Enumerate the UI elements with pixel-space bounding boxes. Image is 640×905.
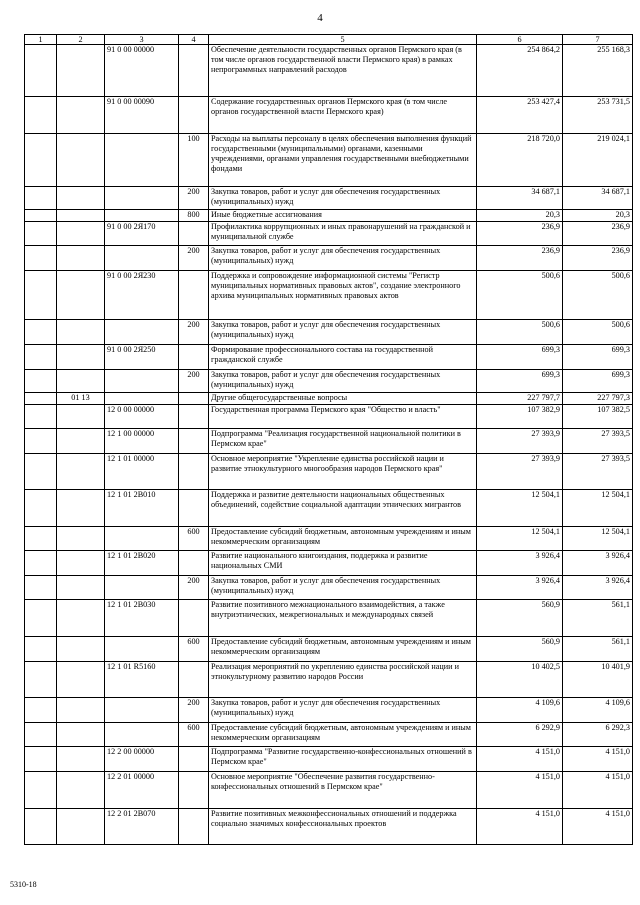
cell-col-7: 561,1: [563, 637, 633, 662]
cell-col-1: [25, 246, 57, 271]
cell-col-5: Обеспечение деятельности государственных органов Пермского края (в том числе органов государственной власти Пермского края) в рамках непрограммных направлений расходов: [209, 45, 477, 97]
table-row: [25, 662, 633, 698]
cell-col-6: 27 393,9: [477, 429, 563, 454]
table-row: [25, 490, 633, 527]
cell-col-4: [179, 393, 209, 405]
cell-col-5: Развитие национального книгоиздания, поддержка и развитие национальных СМИ: [209, 551, 477, 576]
cell-col-1: [25, 527, 57, 551]
cell-col-7: 227 797,3: [563, 393, 633, 405]
column-header-row: [25, 35, 633, 45]
cell-col-6: 699,3: [477, 370, 563, 393]
cell-col-3: [105, 210, 179, 222]
cell-col-5: Подпрограмма "Реализация государственной национальной политики в Пермском крае": [209, 429, 477, 454]
cell-col-2: [57, 454, 105, 490]
cell-col-4: [179, 747, 209, 772]
cell-col-6: 4 151,0: [477, 772, 563, 809]
cell-col-2: [57, 345, 105, 370]
cell-col-7: 10 401,9: [563, 662, 633, 698]
cell-col-6: 12 504,1: [477, 527, 563, 551]
cell-col-3: [105, 698, 179, 723]
table-row: [25, 698, 633, 723]
cell-col-3: [105, 637, 179, 662]
cell-col-6: 699,3: [477, 345, 563, 370]
cell-col-1: [25, 370, 57, 393]
cell-col-7: 3 926,4: [563, 551, 633, 576]
cell-col-2: [57, 222, 105, 246]
cell-col-2: [57, 723, 105, 747]
cell-col-1: [25, 662, 57, 698]
table-row: [25, 222, 633, 246]
table-row: [25, 429, 633, 454]
table-row: [25, 370, 633, 393]
cell-col-1: [25, 747, 57, 772]
cell-col-5: Закупка товаров, работ и услуг для обеспечения государственных (муниципальных) нужд: [209, 370, 477, 393]
cell-col-1: [25, 454, 57, 490]
column-header-6: 6: [477, 35, 563, 45]
cell-col-4: [179, 429, 209, 454]
table-row: [25, 97, 633, 134]
cell-col-5: Закупка товаров, работ и услуг для обеспечения государственных (муниципальных) нужд: [209, 246, 477, 271]
cell-col-7: 236,9: [563, 222, 633, 246]
page-number: 4: [317, 12, 323, 24]
cell-col-3: [105, 134, 179, 187]
table-row: [25, 246, 633, 271]
cell-col-4: 200: [179, 370, 209, 393]
cell-col-6: 236,9: [477, 222, 563, 246]
cell-col-4: 200: [179, 187, 209, 210]
cell-col-7: 12 504,1: [563, 527, 633, 551]
cell-col-1: [25, 393, 57, 405]
cell-col-2: [57, 551, 105, 576]
cell-col-6: 254 864,2: [477, 45, 563, 97]
cell-col-4: 600: [179, 527, 209, 551]
cell-col-2: [57, 490, 105, 527]
cell-col-3: [105, 576, 179, 600]
cell-col-4: [179, 454, 209, 490]
cell-col-1: [25, 271, 57, 320]
cell-col-2: [57, 45, 105, 97]
cell-col-6: 500,6: [477, 271, 563, 320]
table-row: [25, 527, 633, 551]
cell-col-2: [57, 809, 105, 845]
table-row: [25, 809, 633, 845]
cell-col-1: [25, 97, 57, 134]
cell-col-3: [105, 723, 179, 747]
cell-col-4: 600: [179, 637, 209, 662]
table-row: [25, 393, 633, 405]
cell-col-3: [105, 393, 179, 405]
cell-col-6: 10 402,5: [477, 662, 563, 698]
cell-col-4: 100: [179, 134, 209, 187]
table-row: [25, 271, 633, 320]
cell-col-4: [179, 772, 209, 809]
cell-col-1: [25, 210, 57, 222]
cell-col-2: [57, 429, 105, 454]
cell-col-5: Развитие позитивных межконфессиональных отношений и поддержка социально значимых конфессиональных проектов: [209, 809, 477, 845]
cell-col-6: 27 393,9: [477, 454, 563, 490]
cell-col-6: 20,3: [477, 210, 563, 222]
cell-col-6: 560,9: [477, 600, 563, 637]
table-row: [25, 747, 633, 772]
cell-col-1: [25, 45, 57, 97]
cell-col-6: 253 427,4: [477, 97, 563, 134]
cell-col-7: 27 393,5: [563, 429, 633, 454]
cell-col-5: Расходы на выплаты персоналу в целях обеспечения выполнения функций государственными (муниципальными) органами, казенными учреждениями, органами управления государственными внебюджетными фондами: [209, 134, 477, 187]
cell-col-7: 500,6: [563, 320, 633, 345]
cell-col-4: [179, 809, 209, 845]
cell-col-2: [57, 271, 105, 320]
cell-col-1: [25, 320, 57, 345]
column-header-5: 5: [209, 35, 477, 45]
cell-col-1: [25, 429, 57, 454]
cell-col-7: 699,3: [563, 345, 633, 370]
cell-col-2: [57, 210, 105, 222]
cell-col-3: 12 2 00 00000: [105, 747, 179, 772]
cell-col-3: 12 1 01 00000: [105, 454, 179, 490]
table-row: [25, 320, 633, 345]
cell-col-6: 560,9: [477, 637, 563, 662]
cell-col-4: [179, 97, 209, 134]
cell-col-2: [57, 134, 105, 187]
cell-col-1: [25, 576, 57, 600]
cell-col-6: 6 292,9: [477, 723, 563, 747]
cell-col-4: 200: [179, 320, 209, 345]
cell-col-2: [57, 246, 105, 271]
cell-col-7: 12 504,1: [563, 490, 633, 527]
table-row: [25, 405, 633, 429]
column-header-1: 1: [25, 35, 57, 45]
cell-col-6: 227 797,7: [477, 393, 563, 405]
document-code: 5310-18: [10, 880, 37, 889]
cell-col-3: 12 1 01 2В030: [105, 600, 179, 637]
cell-col-4: [179, 551, 209, 576]
cell-col-5: Поддержка и развитие деятельности национальных общественных объединений, содействие социальной адаптации этнических мигрантов: [209, 490, 477, 527]
cell-col-2: [57, 698, 105, 723]
cell-col-7: 34 687,1: [563, 187, 633, 210]
table-row: [25, 600, 633, 637]
cell-col-5: Предоставление субсидий бюджетным, автономным учреждениям и иным некоммерческим организациям: [209, 723, 477, 747]
cell-col-5: Закупка товаров, работ и услуг для обеспечения государственных (муниципальных) нужд: [209, 187, 477, 210]
cell-col-5: Подпрограмма "Развитие государственно-конфессиональных отношений в Пермском крае": [209, 747, 477, 772]
cell-col-1: [25, 698, 57, 723]
cell-col-1: [25, 222, 57, 246]
cell-col-3: [105, 527, 179, 551]
table-row: [25, 134, 633, 187]
cell-col-4: [179, 271, 209, 320]
cell-col-7: 699,3: [563, 370, 633, 393]
cell-col-2: [57, 370, 105, 393]
cell-col-1: [25, 772, 57, 809]
cell-col-4: 200: [179, 576, 209, 600]
cell-col-7: 4 109,6: [563, 698, 633, 723]
cell-col-5: Профилактика коррупционных и иных правонарушений на гражданской и муниципальной службе: [209, 222, 477, 246]
cell-col-4: 200: [179, 246, 209, 271]
cell-col-7: 6 292,3: [563, 723, 633, 747]
cell-col-3: 12 1 01 2В020: [105, 551, 179, 576]
cell-col-4: 600: [179, 723, 209, 747]
cell-col-3: 12 1 01 2В010: [105, 490, 179, 527]
cell-col-6: 4 109,6: [477, 698, 563, 723]
cell-col-3: 91 0 00 00000: [105, 45, 179, 97]
table-row: [25, 551, 633, 576]
column-header-2: 2: [57, 35, 105, 45]
cell-col-5: Формирование профессионального состава на государственной гражданской службе: [209, 345, 477, 370]
cell-col-3: [105, 246, 179, 271]
cell-col-1: [25, 723, 57, 747]
cell-col-2: [57, 97, 105, 134]
table-row: [25, 772, 633, 809]
cell-col-5: Другие общегосударственные вопросы: [209, 393, 477, 405]
cell-col-5: Закупка товаров, работ и услуг для обеспечения государственных (муниципальных) нужд: [209, 320, 477, 345]
cell-col-3: [105, 370, 179, 393]
cell-col-7: 236,9: [563, 246, 633, 271]
cell-col-3: 91 0 00 2Я250: [105, 345, 179, 370]
cell-col-5: Основное мероприятие "Обеспечение развития государственно-конфессиональных отношений в Пермском крае": [209, 772, 477, 809]
cell-col-2: [57, 600, 105, 637]
cell-col-5: Предоставление субсидий бюджетным, автономным учреждениям и иным некоммерческим организациям: [209, 637, 477, 662]
cell-col-3: 91 0 00 2Я170: [105, 222, 179, 246]
cell-col-2: [57, 637, 105, 662]
cell-col-3: 91 0 00 00090: [105, 97, 179, 134]
cell-col-4: [179, 662, 209, 698]
cell-col-4: [179, 345, 209, 370]
cell-col-5: Закупка товаров, работ и услуг для обеспечения государственных (муниципальных) нужд: [209, 576, 477, 600]
cell-col-6: 236,9: [477, 246, 563, 271]
cell-col-6: 218 720,0: [477, 134, 563, 187]
cell-col-1: [25, 551, 57, 576]
cell-col-3: 12 1 01 R5160: [105, 662, 179, 698]
cell-col-7: 4 151,0: [563, 772, 633, 809]
cell-col-7: 500,6: [563, 271, 633, 320]
cell-col-7: 4 151,0: [563, 747, 633, 772]
cell-col-5: Предоставление субсидий бюджетным, автономным учреждениям и иным некоммерческим организациям: [209, 527, 477, 551]
column-header-4: 4: [179, 35, 209, 45]
cell-col-2: [57, 527, 105, 551]
cell-col-1: [25, 187, 57, 210]
cell-col-5: Содержание государственных органов Пермского края (в том числе органов государственной власти Пермского края): [209, 97, 477, 134]
cell-col-6: 12 504,1: [477, 490, 563, 527]
cell-col-3: [105, 320, 179, 345]
cell-col-2: [57, 320, 105, 345]
cell-col-6: 107 382,9: [477, 405, 563, 429]
cell-col-2: [57, 405, 105, 429]
cell-col-7: 255 168,3: [563, 45, 633, 97]
cell-col-5: Иные бюджетные ассигнования: [209, 210, 477, 222]
cell-col-5: Закупка товаров, работ и услуг для обеспечения государственных (муниципальных) нужд: [209, 698, 477, 723]
cell-col-2: [57, 662, 105, 698]
cell-col-2: [57, 187, 105, 210]
budget-table: [24, 34, 633, 845]
cell-col-4: [179, 405, 209, 429]
cell-col-7: 561,1: [563, 600, 633, 637]
cell-col-5: Развитие позитивного межнационального взаимодействия, а также внутриэтнических, межрегиональных и международных связей: [209, 600, 477, 637]
cell-col-1: [25, 490, 57, 527]
cell-col-4: [179, 222, 209, 246]
cell-col-1: [25, 600, 57, 637]
cell-col-2: 01 13: [57, 393, 105, 405]
table-row: [25, 45, 633, 97]
cell-col-4: 800: [179, 210, 209, 222]
cell-col-3: 91 0 00 2Я230: [105, 271, 179, 320]
cell-col-3: 12 2 01 00000: [105, 772, 179, 809]
cell-col-2: [57, 772, 105, 809]
cell-col-7: 3 926,4: [563, 576, 633, 600]
table-body: [25, 45, 633, 845]
cell-col-7: 219 024,1: [563, 134, 633, 187]
cell-col-5: Реализация мероприятий по укреплению единства российской нации и этнокультурному развитию народов России: [209, 662, 477, 698]
cell-col-1: [25, 637, 57, 662]
cell-col-7: 107 382,5: [563, 405, 633, 429]
cell-col-2: [57, 576, 105, 600]
cell-col-5: Поддержка и сопровождение информационной системы "Регистр муниципальных нормативных правовых актов", создание электронного архива муниципальных нормативных правовых актов: [209, 271, 477, 320]
cell-col-3: [105, 187, 179, 210]
cell-col-4: [179, 600, 209, 637]
cell-col-1: [25, 134, 57, 187]
table-row: [25, 454, 633, 490]
cell-col-5: Основное мероприятие "Укрепление единства российской нации и развитие этнокультурного многообразия народов Пермского края": [209, 454, 477, 490]
cell-col-6: 34 687,1: [477, 187, 563, 210]
cell-col-1: [25, 345, 57, 370]
cell-col-6: 4 151,0: [477, 747, 563, 772]
cell-col-6: 3 926,4: [477, 576, 563, 600]
cell-col-6: 4 151,0: [477, 809, 563, 845]
table-row: [25, 576, 633, 600]
table-row: [25, 187, 633, 210]
column-header-7: 7: [563, 35, 633, 45]
cell-col-7: 4 151,0: [563, 809, 633, 845]
table-row: [25, 345, 633, 370]
cell-col-3: 12 0 00 00000: [105, 405, 179, 429]
cell-col-4: 200: [179, 698, 209, 723]
cell-col-7: 27 393,5: [563, 454, 633, 490]
cell-col-6: 500,6: [477, 320, 563, 345]
cell-col-4: [179, 45, 209, 97]
cell-col-3: 12 1 00 00000: [105, 429, 179, 454]
cell-col-7: 253 731,5: [563, 97, 633, 134]
cell-col-1: [25, 809, 57, 845]
cell-col-2: [57, 747, 105, 772]
cell-col-4: [179, 490, 209, 527]
cell-col-5: Государственная программа Пермского края "Общество и власть": [209, 405, 477, 429]
cell-col-7: 20,3: [563, 210, 633, 222]
table-row: [25, 637, 633, 662]
cell-col-6: 3 926,4: [477, 551, 563, 576]
column-header-3: 3: [105, 35, 179, 45]
cell-col-1: [25, 405, 57, 429]
table-row: [25, 210, 633, 222]
table-row: [25, 723, 633, 747]
cell-col-3: 12 2 01 2В070: [105, 809, 179, 845]
